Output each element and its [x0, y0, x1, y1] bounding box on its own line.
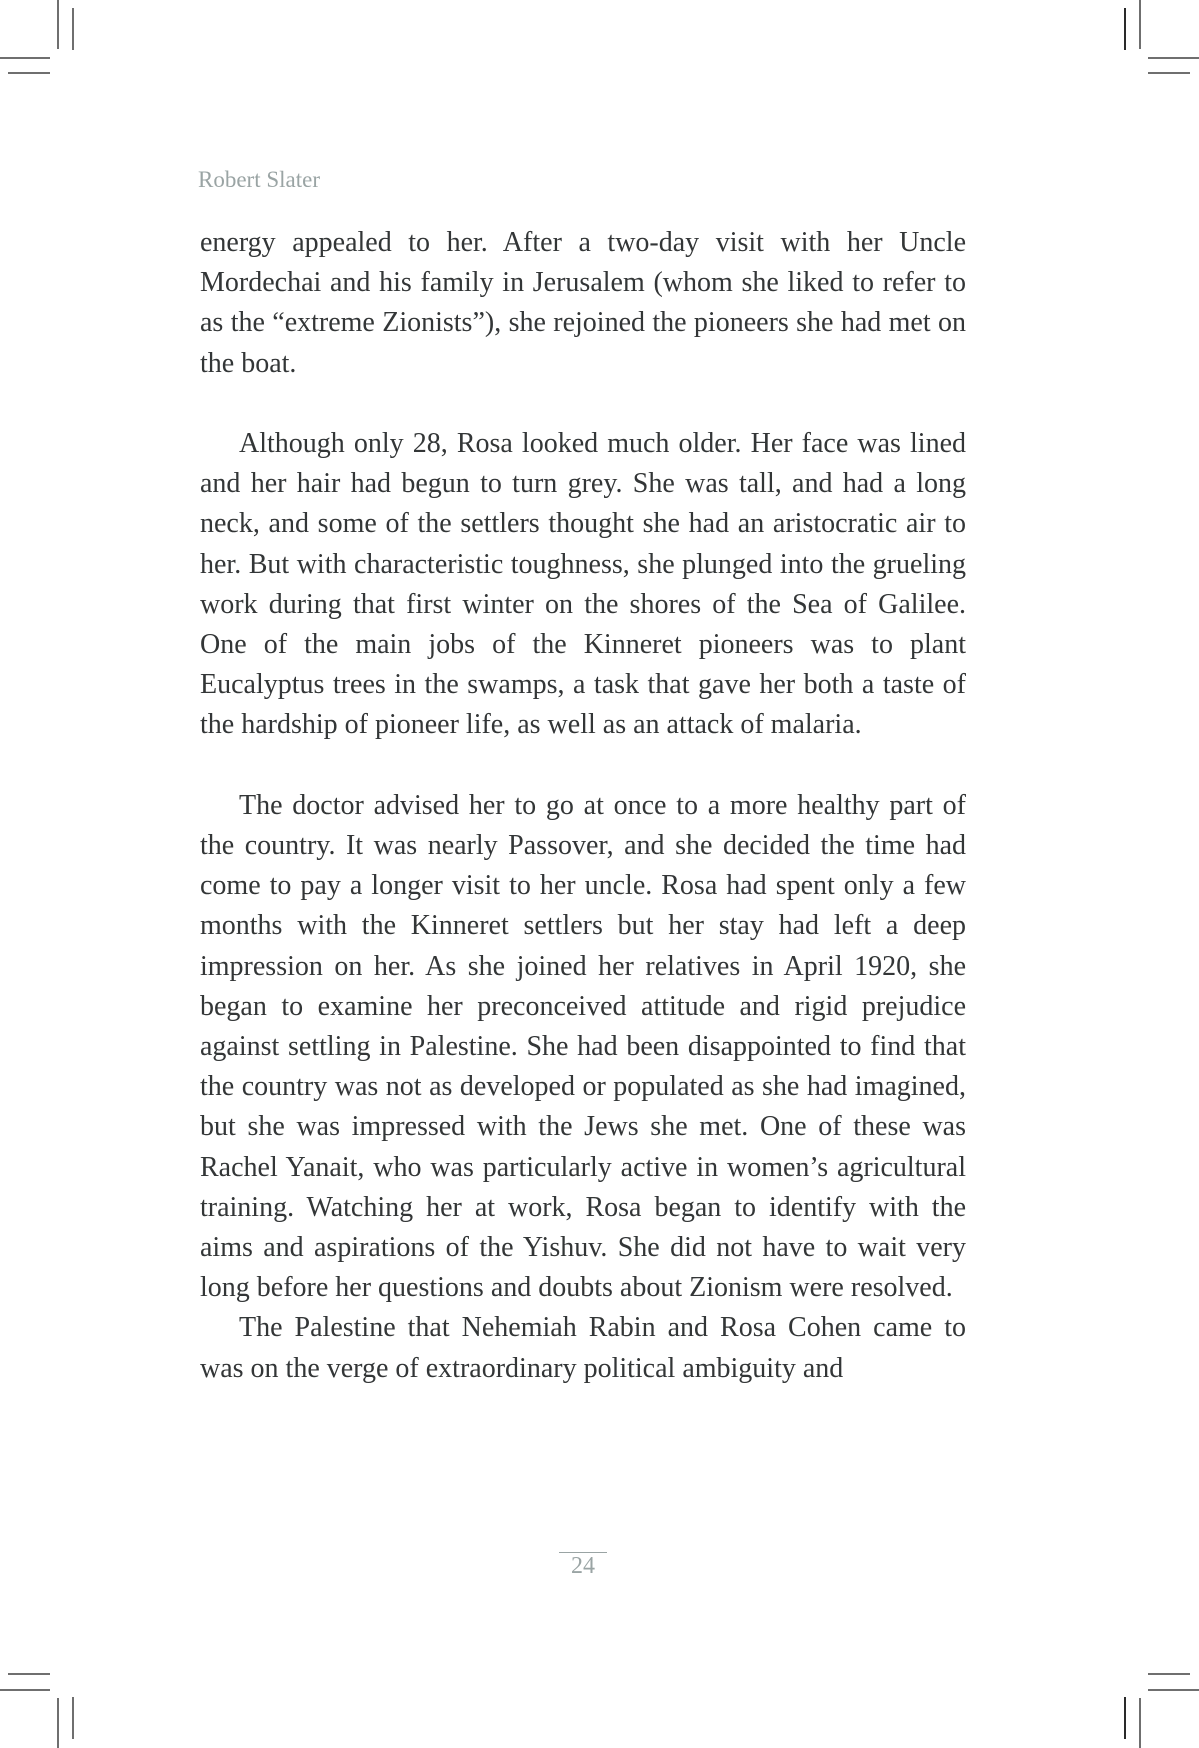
- crop-mark-top-right-horizontal-outer: [1148, 57, 1199, 59]
- running-head-author: Robert Slater: [198, 167, 320, 192]
- paragraph-3: The doctor advised her to go at once to a more healthy part of the country. It was nearly Passover, and she decided the time had come to pay a longer visit to her uncle. Rosa had spent only a few months with the Kinneret settlers but her stay had left a deep impression on her. As she joined her relatives in April 1920, she began to examine her preconceived attitude and rigid prejudice against settling in Palestine. She had been disappointed to find that the country was not as developed or populated as she had imagined, but she was impressed with the Jews she met. One of these was Rachel Yanait, who was particularly active in women’s agricultural training. Watching her at work, Rosa began to identify with the aims and aspirations of the Yishuv. She did not have to wait very long before her questions and doubts about Zionism were resolved.: [200, 789, 966, 1304]
- paragraph-2: Although only 28, Rosa looked much older. Her face was lined and her hair had begun to turn grey. She was tall, and had a long neck, and some of the settlers thought she had an aristocratic air to her. But with characteristic toughness, she plunged into the grueling work during that first winter on the shores of the Sea of Galilee. One of the main jobs of the Kinneret pioneers was to plant Eucalyptus trees in the swamps, a task that gave her both a taste of the hardship of pioneer life, as well as an attack of malaria.: [200, 428, 966, 741]
- crop-mark-bottom-left-vertical-inner: [72, 1697, 74, 1739]
- crop-mark-top-left-horizontal-outer: [0, 57, 50, 59]
- paragraph-4: The Palestine that Nehemiah Rabin and Rosa Cohen came to was on the verge of extraordinary political ambiguity and: [200, 1312, 966, 1384]
- crop-mark-bottom-right-vertical-inner: [1124, 1697, 1126, 1739]
- crop-mark-bottom-right-horizontal-inner: [1148, 1673, 1190, 1675]
- crop-mark-bottom-left-horizontal-outer: [0, 1689, 50, 1691]
- crop-mark-top-left-horizontal-inner: [8, 72, 50, 74]
- crop-mark-top-right-vertical-inner: [1124, 8, 1126, 50]
- crop-mark-bottom-right-horizontal-outer: [1148, 1689, 1199, 1691]
- crop-mark-top-left-vertical-outer: [57, 0, 59, 49]
- crop-mark-top-left-vertical-inner: [72, 8, 74, 50]
- body-text: [200, 223, 966, 1389]
- crop-mark-bottom-left-vertical-outer: [57, 1698, 59, 1748]
- page-number: 24: [571, 1553, 595, 1579]
- crop-mark-top-right-horizontal-inner: [1148, 72, 1190, 74]
- crop-mark-bottom-left-horizontal-inner: [8, 1673, 50, 1675]
- paragraph-1: energy appealed to her. After a two-day visit with her Uncle Mordechai and his family in Jerusalem (whom she liked to refer to as the “extreme Zionists”), she rejoined the pioneers she had met on the boat.: [200, 227, 966, 379]
- crop-mark-top-right-vertical-outer: [1139, 0, 1141, 49]
- crop-mark-bottom-right-vertical-outer: [1139, 1698, 1141, 1748]
